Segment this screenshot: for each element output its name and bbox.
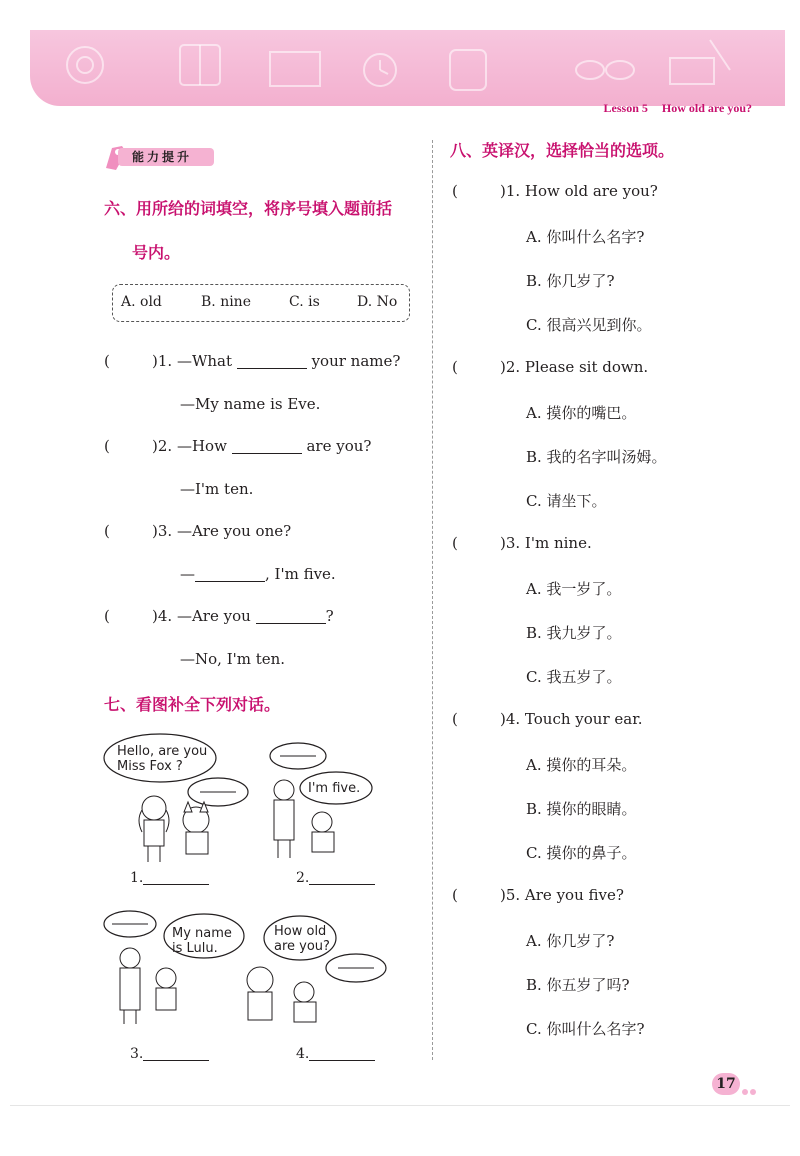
- answer-paren[interactable]: (: [104, 607, 110, 625]
- caption-1: [130, 870, 209, 886]
- bubble-text-line: is Lulu.: [172, 941, 218, 956]
- question-stem: )2. Please sit down.: [500, 358, 649, 376]
- section6-title-line2: 号内。: [132, 243, 181, 262]
- fill-blank[interactable]: [143, 1046, 209, 1061]
- bubble-text-line: are you?: [274, 939, 330, 954]
- word-option: A. old: [121, 294, 162, 310]
- question-number: )2.: [152, 437, 173, 455]
- bubble-text-line: My name: [172, 926, 232, 941]
- picture-2-illustration: [262, 740, 382, 870]
- caption-number: 2.: [296, 870, 310, 886]
- bubble-3-text: [172, 926, 232, 956]
- word-options-box: [112, 284, 410, 322]
- question-stem: )5. Are you five?: [500, 886, 624, 904]
- bubble-4-text: [274, 924, 330, 954]
- s8-q3-option-b: B. 我九岁了。: [526, 624, 622, 642]
- question-text: are you?: [306, 437, 372, 455]
- ability-label-text: 能力提升: [132, 150, 193, 164]
- caption-number: 3.: [130, 1046, 144, 1062]
- s8-q4-option-b: B. 摸你的眼睛。: [526, 800, 637, 818]
- question-number: )1.: [152, 352, 173, 370]
- answer-paren[interactable]: (: [104, 352, 110, 370]
- word-option: C. is: [289, 294, 320, 310]
- answer-text: , I'm five.: [265, 565, 336, 583]
- column-divider: [432, 140, 433, 1060]
- caption-3: [130, 1046, 209, 1062]
- answer-paren[interactable]: (: [452, 534, 458, 552]
- bubble-2-text: I'm five.: [308, 781, 361, 796]
- answer-paren[interactable]: (: [452, 710, 458, 728]
- page-dots-icon: [742, 1080, 758, 1099]
- bubble-1-text: [117, 744, 207, 774]
- ability-label: [104, 142, 214, 172]
- s6-answer-1: —My name is Eve.: [180, 395, 321, 413]
- answer-paren[interactable]: (: [104, 437, 110, 455]
- answer-paren[interactable]: (: [104, 522, 110, 540]
- question-stem: )3. I'm nine.: [500, 534, 592, 552]
- s8-question-1: [452, 182, 658, 200]
- bubble-text-line: Miss Fox ?: [117, 759, 183, 774]
- answer-text: —: [180, 565, 195, 583]
- question-number: )4.: [152, 607, 173, 625]
- word-option: B. nine: [201, 294, 251, 310]
- s8-q4-option-c: C. 摸你的鼻子。: [526, 844, 637, 862]
- fill-blank[interactable]: [256, 609, 326, 624]
- question-text: —Are you: [176, 607, 251, 625]
- s8-q1-option-b: B. 你几岁了?: [526, 272, 615, 290]
- s6-question-2: [104, 437, 371, 455]
- s8-q2-option-a: A. 摸你的嘴巴。: [526, 404, 637, 422]
- s8-q1-option-c: C. 很高兴见到你。: [526, 316, 652, 334]
- bubble-text-line: Hello, are you: [117, 744, 208, 759]
- s8-q2-option-c: C. 请坐下。: [526, 492, 607, 510]
- fill-blank[interactable]: [232, 439, 302, 454]
- s8-question-5: [452, 886, 624, 904]
- fill-blank[interactable]: [143, 870, 209, 885]
- bottom-rule: [10, 1105, 790, 1106]
- answer-paren[interactable]: (: [452, 358, 458, 376]
- lesson-header: [604, 101, 752, 116]
- lesson-title: How old are you?: [661, 101, 752, 115]
- s6-question-3: [104, 522, 291, 540]
- caption-2: [296, 870, 375, 886]
- caption-number: 4.: [296, 1046, 310, 1062]
- s6-question-1: [104, 352, 400, 370]
- s8-question-4: [452, 710, 643, 728]
- answer-paren[interactable]: (: [452, 886, 458, 904]
- fill-blank[interactable]: [195, 567, 265, 582]
- s8-question-3: [452, 534, 592, 552]
- banner-decoration-icon: [30, 30, 785, 106]
- question-text: ?: [325, 607, 334, 625]
- s6-question-4: [104, 607, 334, 625]
- s8-q1-option-a: A. 你叫什么名字?: [526, 228, 645, 246]
- question-stem: )1. How old are you?: [500, 182, 658, 200]
- question-stem: )4. Touch your ear.: [500, 710, 643, 728]
- s6-answer-3: [180, 565, 336, 583]
- section6-title-line1: 六、用所给的词填空，将序号填入题前括: [104, 199, 393, 218]
- s8-q4-option-a: A. 摸你的耳朵。: [526, 756, 637, 774]
- answer-paren[interactable]: (: [452, 182, 458, 200]
- question-number: )3.: [152, 522, 173, 540]
- fill-blank[interactable]: [309, 870, 375, 885]
- s8-q5-option-c: C. 你叫什么名字?: [526, 1020, 645, 1038]
- s8-q3-option-c: C. 我五岁了。: [526, 668, 622, 686]
- bubble-text-line: How old: [274, 924, 327, 939]
- word-option: D. No: [357, 294, 398, 310]
- header-banner: [30, 30, 785, 106]
- s6-answer-2: —I'm ten.: [180, 480, 254, 498]
- section8-title: 八、英译汉，选择恰当的选项。: [450, 141, 675, 160]
- s6-answer-4: —No, I'm ten.: [180, 650, 286, 668]
- lesson-number: Lesson 5: [603, 101, 648, 115]
- s8-q5-option-a: A. 你几岁了?: [526, 932, 615, 950]
- question-text: —Are you one?: [176, 522, 292, 540]
- s8-q5-option-b: B. 你五岁了吗?: [526, 976, 630, 994]
- page-number: 17: [712, 1073, 740, 1095]
- question-text: —What: [176, 352, 233, 370]
- fill-blank[interactable]: [237, 354, 307, 369]
- s8-q3-option-a: A. 我一岁了。: [526, 580, 622, 598]
- question-text: your name?: [311, 352, 401, 370]
- caption-number: 1.: [130, 870, 144, 886]
- s8-question-2: [452, 358, 648, 376]
- s8-q2-option-b: B. 我的名字叫汤姆。: [526, 448, 667, 466]
- section7-title: 七、看图补全下列对话。: [104, 695, 281, 714]
- fill-blank[interactable]: [309, 1046, 375, 1061]
- question-text: —How: [176, 437, 227, 455]
- caption-4: [296, 1046, 375, 1062]
